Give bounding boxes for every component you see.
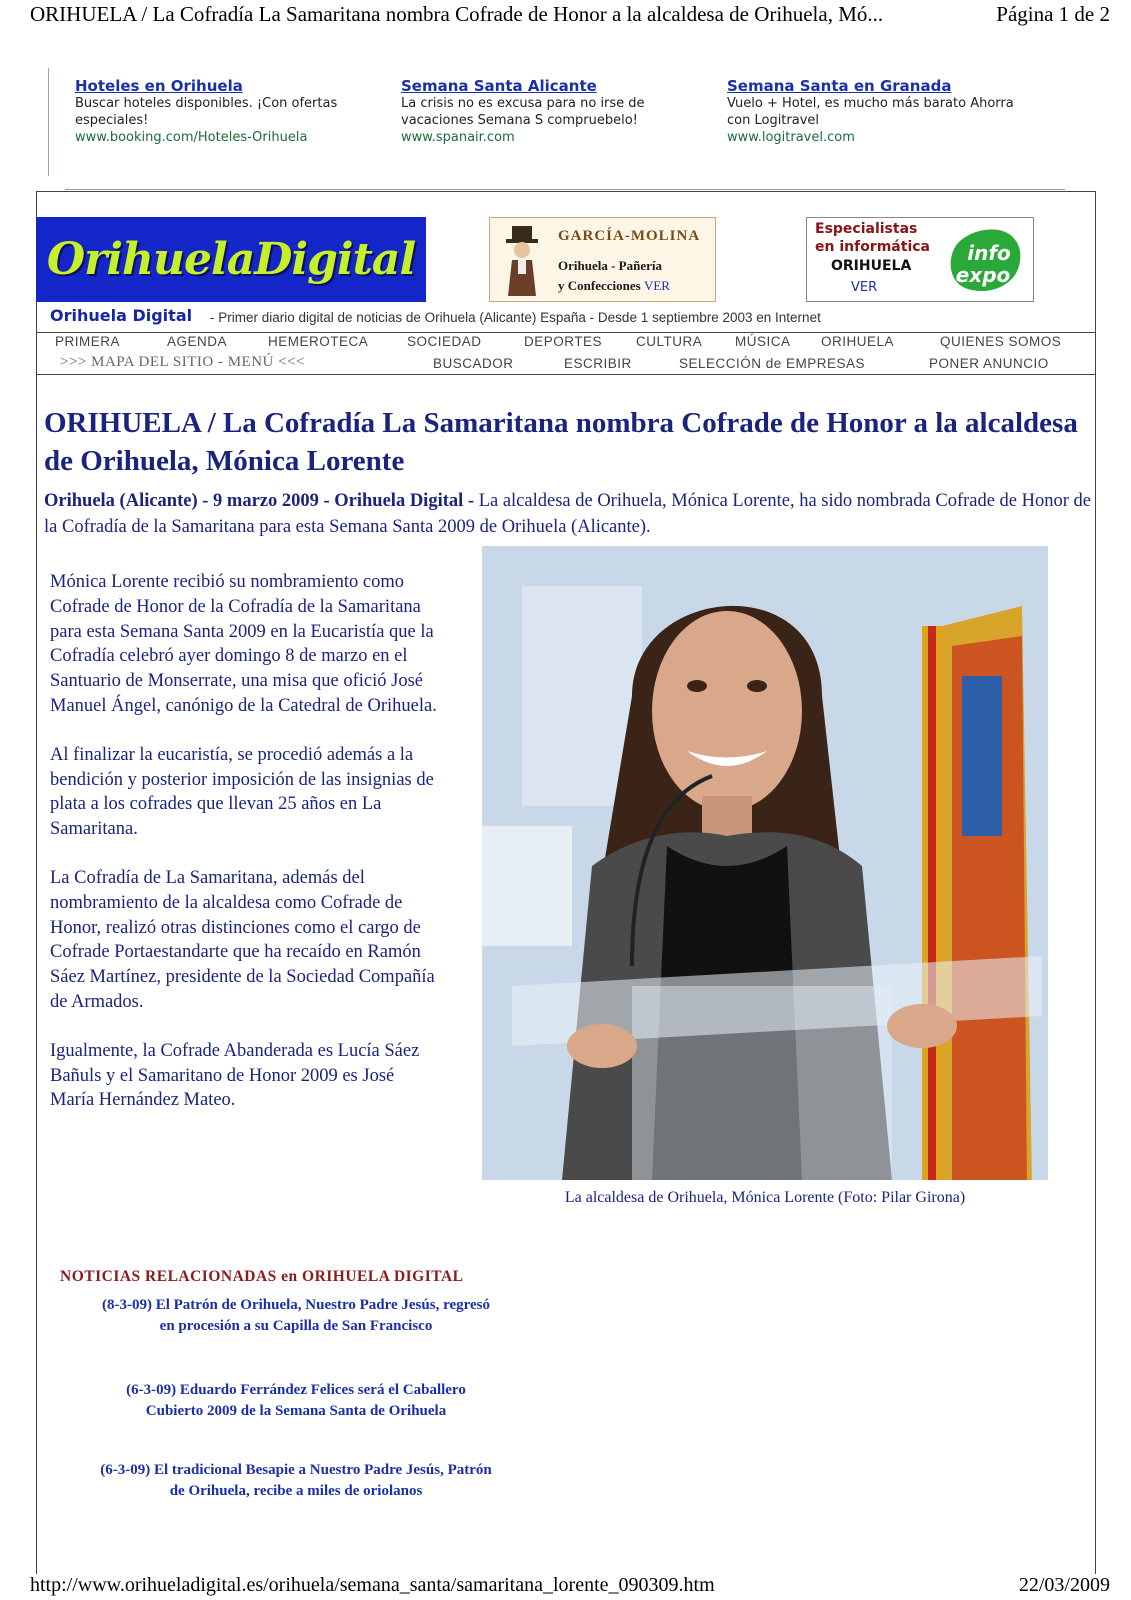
banner-line: Orihuela - Pañería (558, 258, 662, 273)
nav-buscador[interactable]: BUSCADOR (433, 356, 514, 371)
related-news-link[interactable] (46, 1295, 546, 1337)
related-news-title: NOTICIAS RELACIONADAS en ORIHUELA DIGITAL (60, 1268, 464, 1285)
article-paragraph: Igualmente, la Cofrade Abanderada es Lucía Sáez Bañuls y el Samaritano de Honor 2009 es José María Hernández Mateo. (50, 1040, 420, 1111)
banner-brand: GARCÍA-MOLINA (558, 228, 701, 244)
badge-text-bottom: expo (955, 263, 1011, 287)
banner-ver-link[interactable]: VER (643, 278, 670, 293)
ad-title[interactable]: Semana Santa en Granada (727, 77, 952, 95)
site-tagline: - Primer diario digital de noticias de Orihuela (Alicante) España - Desde 1 septiembre 2003 en Internet (210, 310, 821, 325)
nav-hemeroteca[interactable]: HEMEROTECA (268, 334, 369, 349)
article-body (50, 570, 442, 1137)
related-line[interactable]: (8-3-09) El Patrón de Orihuela, Nuestro Padre Jesús, regresó (101, 1297, 490, 1313)
photo-illustration (482, 546, 1048, 1180)
ad-description: Buscar hoteles disponibles. ¡Con ofertas especiales! (75, 96, 338, 128)
ad-banner-info-expo[interactable] (806, 217, 1034, 302)
related-line[interactable]: de Orihuela, recibe a miles de oriolanos (169, 1483, 423, 1499)
ad-title[interactable]: Hoteles en Orihuela (75, 77, 243, 95)
article-paragraph: Al finalizar la eucaristía, se procedió además a la bendición y posterior imposición de las insignias de plata a los cofrades que llevan 25 años en La Samaritana. (50, 744, 434, 840)
article-headline: ORIHUELA / La Cofradía La Samaritana nombra Cofrade de Honor a la alcaldesa de Orihuela, Mónica Lorente (44, 407, 1078, 477)
ad-item[interactable] (401, 78, 701, 146)
print-date: 22/03/2009 (1018, 1574, 1110, 1596)
nav-deportes[interactable]: DEPORTES (524, 334, 603, 349)
ad-item[interactable] (727, 78, 1027, 146)
related-news-link[interactable] (46, 1380, 546, 1422)
ad-banner-garcia-molina[interactable] (489, 217, 716, 302)
nav-musica[interactable]: MÚSICA (735, 334, 791, 349)
top-hat-figure-icon (498, 224, 546, 296)
banner-line: Especialistas (815, 221, 918, 237)
related-line[interactable]: Cubierto 2009 de la Semana Santa de Orihuela (145, 1403, 447, 1419)
ad-title[interactable]: Semana Santa Alicante (401, 77, 597, 95)
site-logo[interactable] (36, 217, 426, 302)
ad-description: La crisis no es excusa para no irse de vacaciones Semana S compruebelo! (401, 96, 645, 128)
divider (36, 374, 1095, 375)
related-line[interactable]: en procesión a su Capilla de San Francisco (159, 1318, 433, 1334)
page-url: http://www.orihueladigital.es/orihuela/semana_santa/samaritana_lorente_090309.htm (30, 1574, 715, 1596)
photo-caption: La alcaldesa de Orihuela, Mónica Lorente (Foto: Pilar Girona) (564, 1189, 966, 1206)
nav-seleccion-empresas[interactable]: SELECCIÓN de EMPRESAS (679, 356, 866, 371)
nav-sociedad[interactable]: SOCIEDAD (407, 334, 482, 349)
banner-city: ORIHUELA (831, 258, 912, 274)
nav-agenda[interactable]: AGENDA (167, 334, 228, 349)
ad-url[interactable]: www.spanair.com (401, 130, 515, 145)
nav-orihuela[interactable]: ORIHUELA (821, 334, 895, 349)
badge-text-top: info (967, 241, 1011, 265)
ad-url[interactable]: www.booking.com/Hoteles-Orihuela (75, 130, 308, 145)
related-line[interactable]: (6-3-09) Eduardo Ferrández Felices será el Caballero (126, 1382, 466, 1398)
print-header (30, 2, 1110, 27)
banner-line-text: y Confecciones (558, 278, 641, 293)
site-name[interactable]: Orihuela Digital (50, 306, 193, 325)
related-line[interactable]: (6-3-09) El tradicional Besapie a Nuestro Padre Jesús, Patrón (100, 1462, 492, 1478)
nav-cultura[interactable]: CULTURA (636, 334, 703, 349)
ad-item[interactable] (75, 78, 375, 146)
page-number: Página 1 de 2 (996, 2, 1110, 26)
ad-description: Vuelo + Hotel, es mucho más barato Ahorra con Logitravel (727, 96, 1014, 128)
article-paragraph: La Cofradía de La Samaritana, además del nombramiento de la alcaldesa como Cofrade de Honor, realizó otras distinciones como el cargo de Cofrade Portaestandarte que ha recaído en Ramón Sáez Martínez, presidente de la Sociedad Compañía de Armados. (50, 867, 435, 1012)
article-photo (482, 546, 1048, 1180)
banner-line (558, 278, 670, 294)
nav-escribir[interactable]: ESCRIBIR (564, 356, 632, 371)
article-paragraph: Mónica Lorente recibió su nombramiento como Cofrade de Honor de la Cofradía de la Samaritana para esta Semana Santa 2009 en la Eucaristía que la Cofradía celebró ayer domingo 8 de marzo en el Santuario de Monserrate, una misa que ofició José Manuel Ángel, canónigo de la Catedral de Orihuela. (50, 572, 437, 716)
ad-url[interactable]: www.logitravel.com (727, 130, 855, 145)
banner-text (815, 220, 930, 256)
nav-primera[interactable]: PRIMERA (55, 334, 121, 349)
banner-ver-link[interactable]: VER (851, 280, 878, 295)
nav-poner-anuncio[interactable]: PONER ANUNCIO (929, 356, 1049, 371)
related-news-link[interactable] (46, 1460, 546, 1502)
info-expo-logo-icon (945, 226, 1027, 296)
nav-site-map[interactable]: >>> MAPA DEL SITIO - MENÚ <<< (60, 354, 305, 370)
print-footer (30, 1574, 1110, 1597)
logo-text: OrihuelaDigital (46, 234, 416, 285)
divider (36, 332, 1095, 333)
nav-quienes-somos[interactable]: QUIENES SOMOS (940, 334, 1062, 349)
print-title: ORIHUELA / La Cofradía La Samaritana nombra Cofrade de Honor a la alcaldesa de Orihuela, Mó... (30, 2, 884, 26)
article-lead-text: La alcaldesa de Orihuela, Mónica Lorente, ha sido nombrada Cofrade de Honor de la Cofradía de la Samaritana para esta Semana Santa 2009 de Orihuela (Alicante). (44, 491, 1092, 537)
banner-line: en informática (815, 239, 930, 255)
divider (65, 189, 1065, 190)
article-lead (44, 488, 1094, 540)
article-dateline: Orihuela (Alicante) - 9 marzo 2009 - Orihuela Digital - (44, 491, 475, 511)
ad-block (48, 68, 1069, 176)
